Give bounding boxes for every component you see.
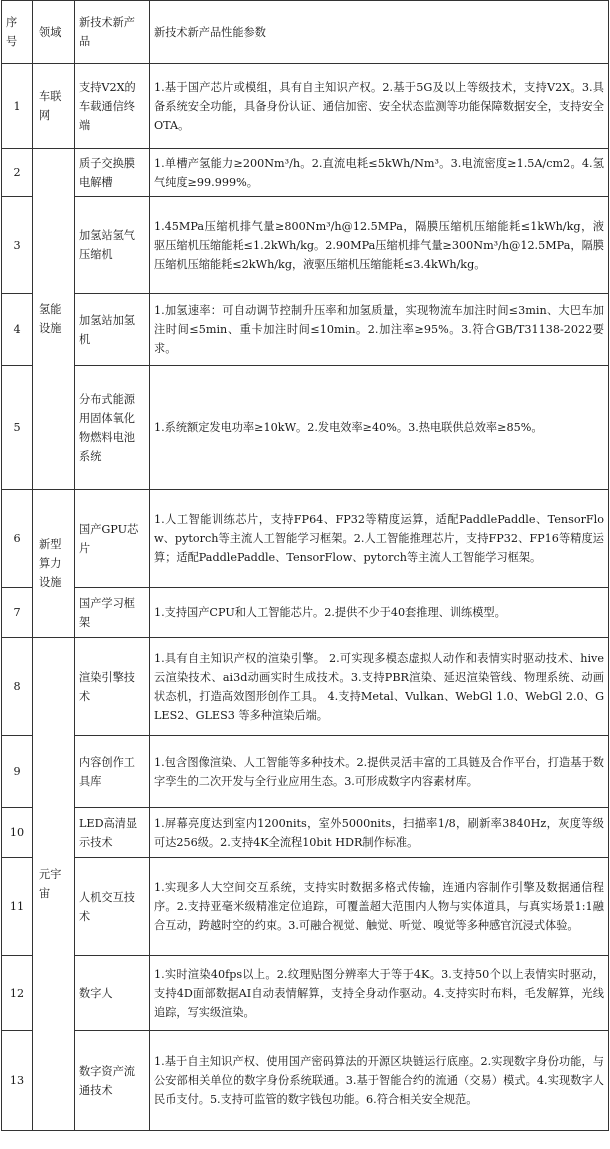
header-row [2,1,609,64]
row-number: 7 [2,588,33,638]
product-name: 分布式能源用固体氧化物燃料电池系统 [75,366,150,490]
header-product: 新技术新产品 [75,1,150,64]
row-number: 5 [2,366,33,490]
product-params: 1.具有自主知识产权的渲染引擎。 2.可实现多模态虚拟人动作和表情实时驱动技术、hive云渲染技术、ai3d动画实时生成技术。3.支持PBR渲染、延迟渲染管线、物理系统、动画状态机，打造高效图形创作工具。 4.支持Metal、Vulkan、WebGl 1.0、WebGl 2.0、GLES2、GLES3 等多种渲染后端。 [150,638,609,736]
product-params: 1.实现多人大空间交互系统，支持实时数据多格式传输，连通内容制作引擎及数据通信程序。2.支持亚毫米级精准定位追踪，可覆盖超大范围内人物与实体道具，与真实场景1:1融合互动，跨越时空的约束。3.可融合视觉、触觉、听觉、嗅觉等多种感官沉浸式体验。 [150,858,609,956]
product-params: 1.单槽产氢能力≥200Nm³/h。2.直流电耗≤5kWh/Nm³。3.电流密度≥1.5A/cm2。4.氢气纯度≥99.999%。 [150,149,609,197]
product-name: LED高清显示技术 [75,808,150,858]
product-params: 1.包含图像渲染、人工智能等多种技术。2.提供灵活丰富的工具链及合作平台，打造基于数字孪生的二次开发与全行业应用生态。3.可形成数字内容素材库。 [150,736,609,808]
product-name: 数字人 [75,956,150,1031]
field-compute: 新型算力设施 [33,490,75,638]
product-params: 1.基于自主知识产权、使用国产密码算法的开源区块链运行底座。2.实现数字身份功能，与公安部相关单位的数字身份系统联通。3.基于智能合约的流通（交易）模式。4.实现数字人民币支付。5.支持可监管的数字钱包功能。6.符合相关安全规范。 [150,1031,609,1131]
table-row [2,588,609,638]
product-name: 数字资产流通技术 [75,1031,150,1131]
row-number: 6 [2,490,33,588]
product-name: 人机交互技术 [75,858,150,956]
product-params: 1.45MPa压缩机排气量≥800Nm³/h@12.5MPa，隔膜压缩机压缩能耗≤1kWh/kg，液驱压缩机压缩能耗≤1.2kWh/kg。2.90MPa压缩机排气量≥300Nm³/h@12.5MPa，隔膜压缩机压缩能耗≤2kWh/kg，液驱压缩机压缩能耗≤3.4kWh/kg。 [150,197,609,294]
table-row [2,294,609,366]
table-row [2,490,609,588]
row-number: 10 [2,808,33,858]
product-params: 1.实时渲染40fps以上。2.纹理贴图分辨率大于等于4K。3.支持50个以上表情实时驱动，支持4D面部数据AI自动表情解算，支持全身动作驱动。4.支持实时布料，毛发解算，光线追踪，写实级渲染。 [150,956,609,1031]
product-name: 加氢站加氢机 [75,294,150,366]
header-field: 领域 [33,1,75,64]
product-params: 1.加氢速率：可自动调节控制升压率和加氢质量，实现物流车加注时间≤3min、大巴车加注时间≤5min、重卡加注时间≤10min。2.加注率≥95%。3.符合GB/T31138-2022要求。 [150,294,609,366]
field-vehicle: 车联网 [33,64,75,149]
row-number: 3 [2,197,33,294]
row-number: 11 [2,858,33,956]
row-number: 13 [2,1031,33,1131]
row-number: 12 [2,956,33,1031]
row-number: 9 [2,736,33,808]
product-name: 内容创作工具库 [75,736,150,808]
product-name: 加氢站氢气压缩机 [75,197,150,294]
table-row [2,64,609,149]
header-params: 新技术新产品性能参数 [150,1,609,64]
row-number: 1 [2,64,33,149]
table-row [2,858,609,956]
table-row [2,736,609,808]
product-params: 1.系统额定发电功率≥10kW。2.发电效率≥40%。3.热电联供总效率≥85%。 [150,366,609,490]
table-row [2,366,609,490]
field-metaverse: 元宇宙 [33,638,75,1131]
product-name: 质子交换膜电解槽 [75,149,150,197]
tech-product-table [1,0,609,1131]
product-name: 国产GPU芯片 [75,490,150,588]
product-name: 国产学习框架 [75,588,150,638]
table-row [2,197,609,294]
header-no: 序号 [2,1,33,64]
table-row [2,638,609,736]
table-row [2,956,609,1031]
row-number: 2 [2,149,33,197]
product-params: 1.屏幕亮度达到室内1200nits，室外5000nits，扫描率1/8，刷新率3840Hz，灰度等级可达256级。2.支持4K全流程10bit HDR制作标准。 [150,808,609,858]
row-number: 8 [2,638,33,736]
table-row [2,149,609,197]
product-params: 1.人工智能训练芯片，支持FP64、FP32等精度运算，适配PaddlePaddle、TensorFlow、pytorch等主流人工智能学习框架。2.人工智能推理芯片，支持FP32、FP16等精度运算；适配PaddlePaddle、TensorFlow、pytorch等主流人工智能学习框架。 [150,490,609,588]
row-number: 4 [2,294,33,366]
field-hydrogen: 氢能设施 [33,149,75,490]
product-params: 1.支持国产CPU和人工智能芯片。2.提供不少于40套推理、训练模型。 [150,588,609,638]
product-name: 支持V2X的车载通信终端 [75,64,150,149]
product-name: 渲染引擎技术 [75,638,150,736]
table-row [2,1031,609,1131]
product-params: 1.基于国产芯片或模组，具有自主知识产权。2.基于5G及以上等级技术，支持V2X。3.具备系统安全功能，具备身份认证、通信加密、安全状态监测等功能保障数据安全，支持安全OTA。 [150,64,609,149]
table-row [2,808,609,858]
